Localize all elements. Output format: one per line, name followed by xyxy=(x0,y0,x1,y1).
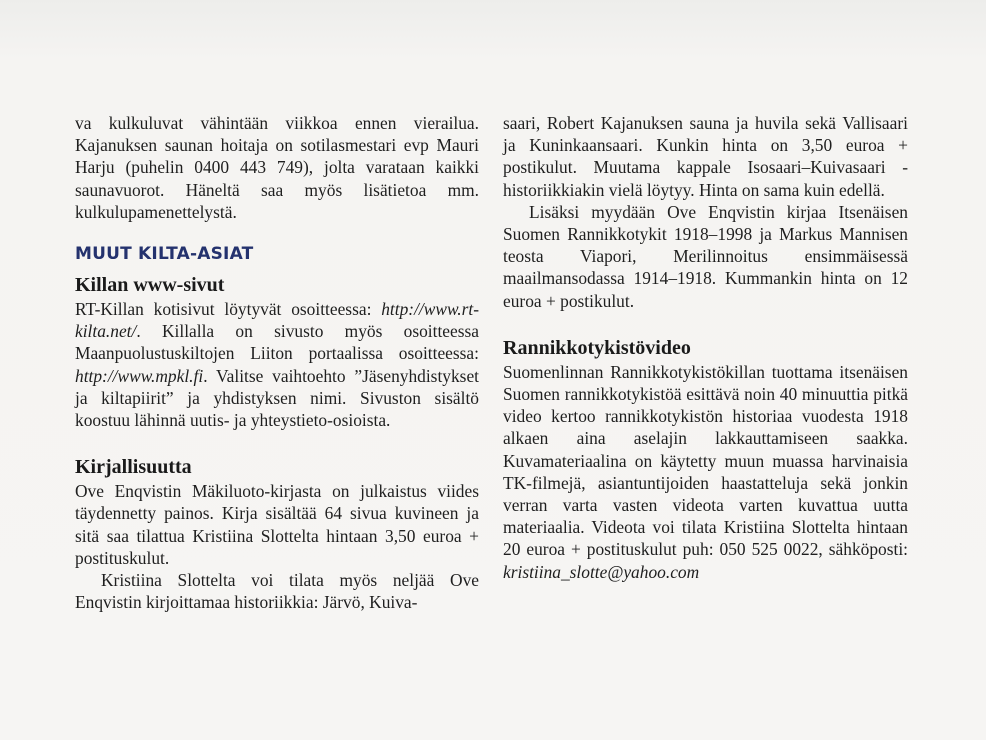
left-column xyxy=(75,112,479,613)
literature-paragraph-1: Ove Enqvistin Mäkiluoto-kirjasta on julkaistus viides täydennetty painos. Kirja sisältää 64 sivua kuvineen ja sitä saa tilattua Kristiina Slottelta hintaan 3,50 euroa + postituskulut. xyxy=(75,481,479,568)
video-paragraph xyxy=(503,361,908,583)
literature-paragraph-2: Kristiina Slottelta voi tilata myös neljää Ove Enqvistin kirjoittamaa historiikkia: Järvö, Kuiva- xyxy=(75,570,479,613)
website-text-1: RT-Killan kotisivut löytyvät osoitteessa: xyxy=(75,299,382,320)
website-url-1[interactable]: http://www.rt-kilta.net/ xyxy=(75,299,479,342)
contact-email[interactable]: kristiina_slotte@yahoo.com xyxy=(503,561,700,582)
section-heading: MUUT KILTA-ASIAT xyxy=(75,244,254,265)
website-text-2: . Killalla on sivusto myös osoitteessa Maanpuolustuskiltojen Liiton portaalissa osoitteessa: xyxy=(75,321,479,364)
website-url-2[interactable]: http://www.mpkl.fi xyxy=(75,365,204,386)
right-column xyxy=(503,112,908,583)
video-text: Suomenlinnan Rannikkotykistökillan tuottama itsenäisen Suomen rannikkotykistöä esittävä noin 40 minuuttia pitkä video kertoo rannikkotykistön historiaa vuodesta 1918 alkaen aina aselajin lakkauttamiseen saakka. Kuvamateriaalina on käytetty muun muassa harvinaisia TK-filmejä, asiantuntijoiden haastatteluja sekä jonkin verran varta vasten videota varten kuvattua uutta materiaalia. Videota voi tilata Kristiina Slottelta hintaan 20 euroa + postituskulut puh: 050 525 0022, sähköposti: xyxy=(503,361,908,560)
spacer xyxy=(75,431,479,455)
video-heading: Rannikkotykistövideo xyxy=(503,336,691,359)
website-text-3: . Valitse vaihtoehto ”Jäsenyhdistykset ja kiltapiirit” ja yhdistyksen nimi. Sivuston sisältö koostuu lähinnä uutis- ja yhteystieto-osioista. xyxy=(75,365,479,431)
right-paragraph-2: Lisäksi myydään Ove Enqvistin kirjaa Itsenäisen Suomen Rannikkotykit 1918–1998 ja Markus Mannisen teosta Viapori, Merilinnoitus ensimmäisessä maailmansodassa 1914–1918. Kummankin hinta on 12 euroa + postikulut. xyxy=(503,201,908,311)
right-paragraph-1: saari, Robert Kajanuksen sauna ja huvila sekä Vallisaari ja Kuninkaansaari. Kunkin hinta on 3,50 euroa + postikulut. Muutama kappale Isosaari–Kuivasaari -historiikkiakin vielä löytyy. Hinta on sama kuin edellä. xyxy=(503,113,908,200)
literature-heading: Kirjallisuutta xyxy=(75,456,192,479)
website-paragraph xyxy=(75,298,479,431)
intro-paragraph: va kulkuluvat vähintään viikkoa ennen vierailua. Kajanuksen saunan hoitaja on sotilasmestari evp Mauri Harju (puhelin 0400 443 749), jolta varataan kaikki saunavuorot. Häneltä saa myös lisätietoa mm. kulkulupamenettelystä. xyxy=(75,113,479,222)
spacer xyxy=(503,312,908,336)
website-heading: Killan www-sivut xyxy=(75,274,225,297)
